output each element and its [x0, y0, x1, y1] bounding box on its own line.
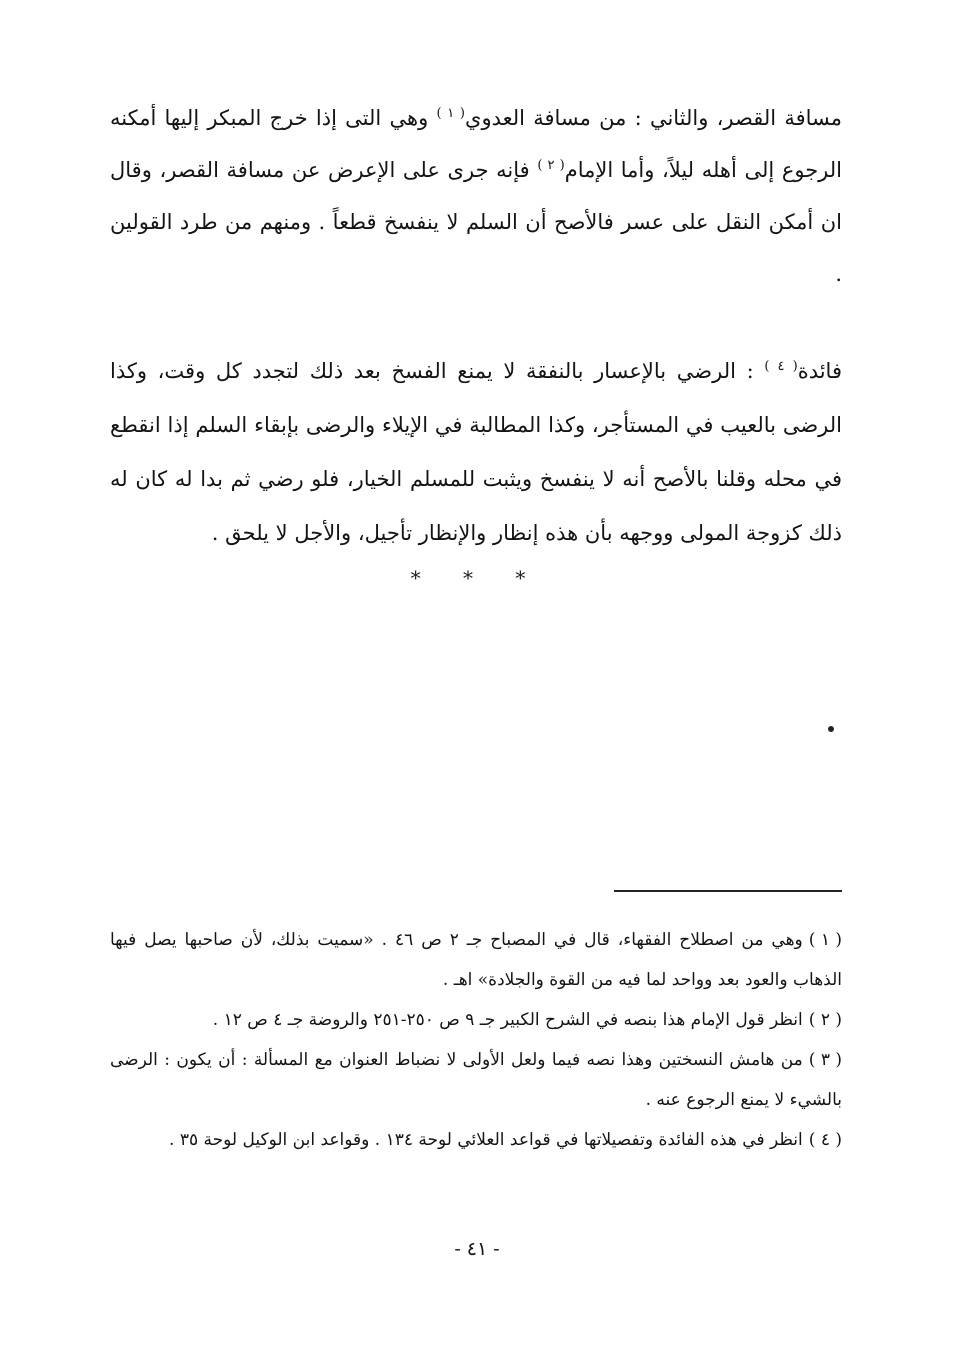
footnote-1: [110, 920, 842, 1000]
paragraph-1-text-c: فإنه جرى على الإعرض عن مسافة القصر، وقال ان أمكن النقل على عسر فالأصح أن السلم لا ينفسخ قطعاً . ومنهم من طرد القولين .: [110, 158, 842, 286]
paragraph-1-text-a: مسافة القصر، والثاني : من مسافة العدوي: [465, 106, 842, 130]
footnote-ref-2[interactable]: ( ٢ ): [537, 158, 565, 173]
footnote-1-number: ( ١ ): [808, 930, 842, 950]
footnote-4-text: انظر في هذه الفائدة وتفصيلاتها في قواعد العلائي لوحة ١٣٤ . وقواعد ابن الوكيل لوحة ٣٥ .: [169, 1130, 803, 1150]
footnote-2: [110, 1000, 842, 1040]
stray-dot-mark: [828, 726, 834, 732]
footnote-2-text: انظر قول الإمام هذا بنصه في الشرح الكبير جـ ٩ ص ٢٥٠-٢٥١ والروضة جـ ٤ ص ١٢ .: [212, 1010, 803, 1030]
footnote-3-number: ( ٣ ): [808, 1050, 842, 1070]
footnote-1-text: وهي من اصطلاح الفقهاء، قال في المصباح جـ ٢ ص ٤٦ . «سميت بذلك، لأن صاحبها يصل فيها الذهاب والعود بعد وواحد لما فيه من القوة والجلادة» اهـ .: [110, 930, 842, 990]
body-paragraph-2: [110, 344, 842, 560]
footnote-divider: [614, 890, 842, 892]
section-separator: * * *: [410, 566, 544, 590]
paragraph-2-text: : الرضي بالإعسار بالنفقة لا يمنع الفسخ بعد ذلك لتجدد كل وقت، وكذا الرضى بالعيب في المستأجر، وكذا المطالبة في الإيلاء والرضى بإبقاء السلم إذا انقطع في محله وقلنا بالأصح أنه لا ينفسخ ويثبت للمسلم الخيار، فلو رضي ثم بدا له كان له ذلك كزوجة المولى ووجهه بأن هذه إنظار والإنظار تأجيل، والأجل لا يلحق .: [110, 359, 842, 545]
paragraph-1-text-b: وهي التى إذا خرج المبكر إليها أمكنه الرجوع إلى أهله ليلاً، وأما الإمام: [110, 106, 842, 182]
footnote-2-number: ( ٢ ): [808, 1010, 842, 1030]
footnote-4-number: ( ٤ ): [808, 1130, 842, 1150]
paragraph-2-label: فائدة: [797, 359, 842, 383]
footnote-3: [110, 1040, 842, 1120]
footnotes-section: [110, 920, 842, 1160]
footnote-ref-1[interactable]: ( ١ ): [436, 106, 466, 121]
footnote-ref-4[interactable]: ( ٤ ): [764, 359, 798, 374]
footnote-4: [110, 1120, 842, 1160]
page-number: - ٤١ -: [454, 1238, 500, 1260]
footnote-3-text: من هامش النسختين وهذا نصه فيما ولعل الأولى لا نضباط العنوان مع المسألة : أن يكون : الرضى بالشيء لا يمنع الرجوع عنه .: [110, 1050, 842, 1110]
body-paragraph-1: [110, 92, 842, 300]
